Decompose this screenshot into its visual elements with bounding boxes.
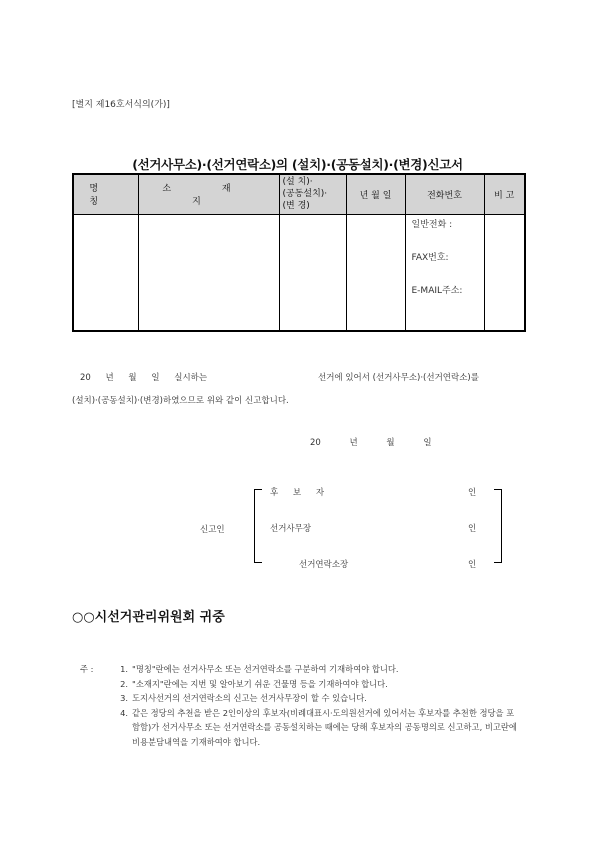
- location-cell[interactable]: [138, 214, 279, 331]
- phone-cell[interactable]: [405, 214, 484, 331]
- report-date: 20 년 월 일: [310, 438, 432, 448]
- note-item: 4. 같은 정당의 추천을 받은 2인이상의 후보자(비례대표시·도의원선거에 있어서는 후보자를 추천한 정당을 포함함)가 선거사무소 또는 선거연락소를 공동설치하는 때에는 당해 후보자의 공동명의로 신고하고, 비고란에 비용분담내역을 기재하여야 합니다.: [120, 707, 517, 747]
- remarks-cell[interactable]: [484, 214, 525, 331]
- note-item: 주 : 1. "명칭"란에는 선거사무소 또는 선거연락소를 구분하여 기재하여야 합니다.: [80, 662, 522, 677]
- reporter-label: 신고인: [200, 525, 225, 535]
- candidate-label: 후 보 자: [270, 488, 331, 498]
- name-cell[interactable]: [73, 214, 138, 331]
- note-item: 3. 도지사선거의 선거연락소의 신고는 선거사무장이 할 수 있습니다.: [120, 693, 367, 703]
- right-bracket: [494, 489, 502, 563]
- note-item: 2. "소재지"란에는 지번 및 알아보기 쉬운 건물명 등을 기재하여야 합니다.: [120, 678, 388, 689]
- left-bracket: [254, 489, 262, 563]
- phone-email-field[interactable]: E-MAIL주소:: [411, 285, 463, 296]
- campaign-manager-label: 선거사무장: [270, 524, 312, 534]
- liaison-manager-label: 선거연락소장: [299, 560, 349, 570]
- recipient-committee: ○○시선거관리위원회 귀중: [72, 610, 225, 625]
- form-reference: [별지 제16호서식의(가)]: [72, 100, 170, 110]
- body-line-1b: 선거에 있어서 (선거사무소)·(선거연락소)를: [318, 373, 479, 383]
- table-header-row: [73, 174, 525, 214]
- header-name: 명 칭: [73, 174, 138, 214]
- candidate-seal[interactable]: 인: [468, 488, 477, 498]
- registration-table: [72, 173, 526, 332]
- phone-general-field[interactable]: 일반전화 :: [411, 219, 453, 230]
- header-remarks: 비 고: [484, 174, 525, 214]
- body-line-1a: 20 년 월 일 실시하는: [80, 373, 208, 383]
- status-cell[interactable]: [279, 214, 346, 331]
- body-line-2: (설치)·(공동설치)·(변경)하였으므로 위와 같이 신고합니다.: [72, 396, 289, 406]
- header-phone: 전화번호: [405, 174, 484, 214]
- table-row: [73, 214, 525, 331]
- notes-label: 주 :: [80, 664, 94, 674]
- liaison-manager-seal[interactable]: 인: [468, 560, 477, 570]
- header-date: 년 월 일: [346, 174, 405, 214]
- page-title: (선거사무소)·(선거연락소)의 (설치)·(공동설치)·(변경)신고서: [132, 157, 463, 172]
- header-location: 소 재 지: [138, 174, 279, 214]
- notes-section: [80, 662, 522, 749]
- header-status: (설 치)· (공동설치)· (변 경): [279, 174, 346, 214]
- campaign-manager-seal[interactable]: 인: [468, 524, 477, 534]
- date-cell[interactable]: [346, 214, 405, 331]
- phone-fax-field[interactable]: FAX번호:: [411, 252, 449, 263]
